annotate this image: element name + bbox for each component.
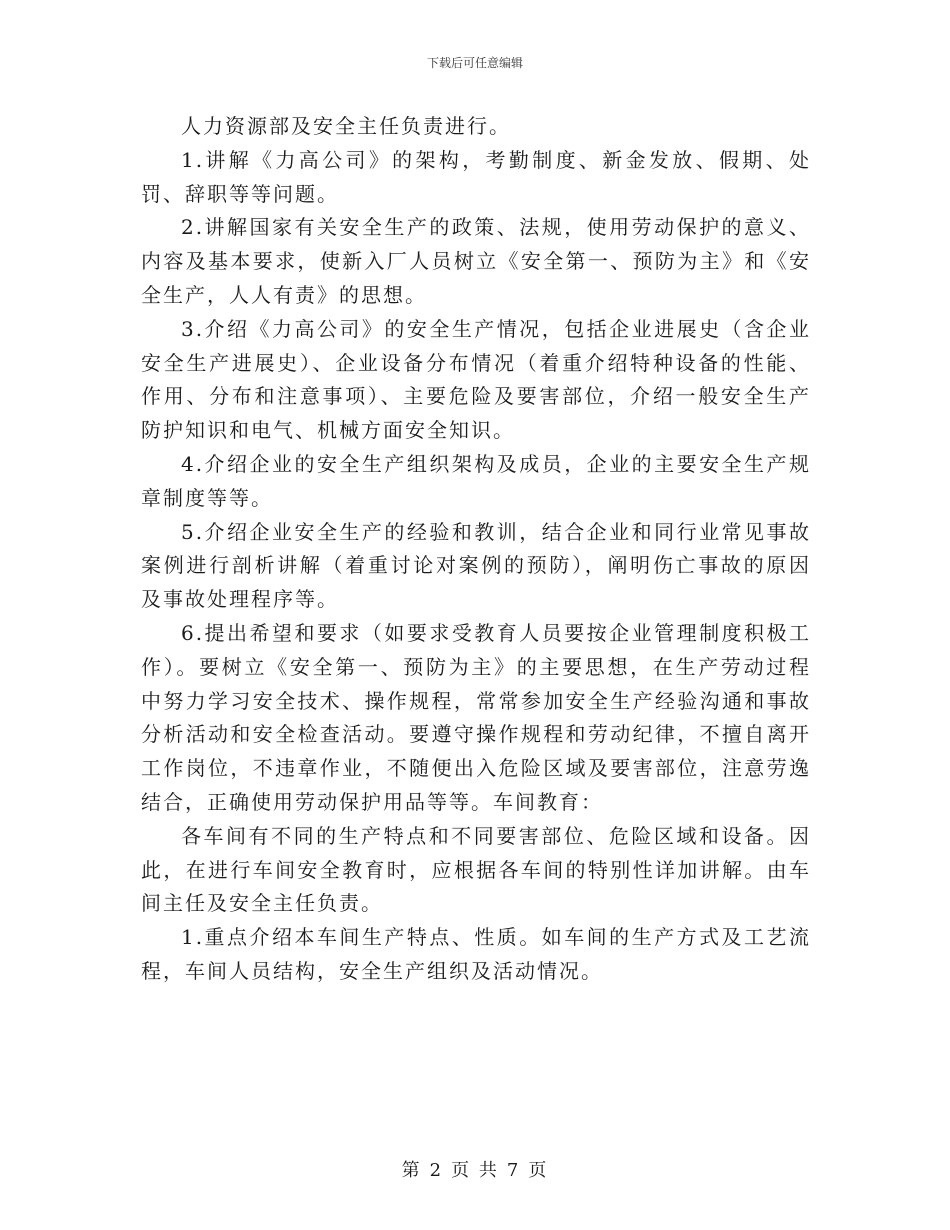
paragraph-intro: 人力资源部及安全主任负责进行。	[181, 114, 511, 138]
document-body	[141, 110, 811, 989]
footer-label-after: 页	[528, 1160, 549, 1181]
footer-label-before: 第	[401, 1160, 422, 1181]
paragraph-workshop-intro: 各车间有不同的生产特点和不同要害部位、危险区域和设备。因此，在进行车间安全教育时，应根据各车间的特别性详加讲解。由车间主任及安全主任负责。	[141, 823, 811, 916]
page-footer	[0, 1156, 950, 1182]
paragraph-item-2: 2.讲解国家有关安全生产的政策、法规，使用劳动保护的意义、内容及基本要求，使新入厂人员树立《安全第一、预防为主》和《安全生产，人人有责》的思想。	[141, 215, 811, 307]
footer-total-pages: 7	[506, 1160, 521, 1181]
footer-page-number: 2	[429, 1160, 444, 1181]
page-header: 下载后可任意编辑	[426, 56, 523, 70]
paragraph-item-5: 5.介绍企业安全生产的经验和教训，结合企业和同行业常见事故案例进行剖析讲解（着重讨论对案例的预防），阐明伤亡事故的原因及事故处理程序等。	[141, 519, 811, 612]
footer-label-mid: 页 共	[451, 1160, 499, 1181]
paragraph-item-1: 1.讲解《力高公司》的架构，考勤制度、新金发放、假期、处罚、辞职等等问题。	[141, 147, 811, 206]
paragraph-item-4: 4.介绍企业的安全生产组织架构及成员，企业的主要安全生产规章制度等等。	[141, 451, 811, 510]
paragraph-workshop-item-1: 1.重点介绍本车间生产特点、性质。如车间的生产方式及工艺流程，车间人员结构，安全生产组织及活动情况。	[141, 925, 811, 983]
paragraph-item-6: 6.提出希望和要求（如要求受教育人员要按企业管理制度积极工作）。要树立《安全第一、预防为主》的主要思想，在生产劳动过程中努力学习安全技术、操作规程，常常参加安全生产经验沟通和事故分析活动和安全检查活动。要遵守操作规程和劳动纪律，不擅自离开工作岗位，不违章作业，不随便出入危险区域及要害部位，注意劳逸结合，正确使用劳动保护用品等等。车间教育：	[141, 620, 811, 814]
paragraph-item-3: 3.介绍《力高公司》的安全生产情况，包括企业进展史（含企业安全生产进展史）、企业设备分布情况（着重介绍特种设备的性能、作用、分布和注意事项）、主要危险及要害部位，介绍一般安全生产防护知识和电气、机械方面安全知识。	[141, 316, 811, 443]
